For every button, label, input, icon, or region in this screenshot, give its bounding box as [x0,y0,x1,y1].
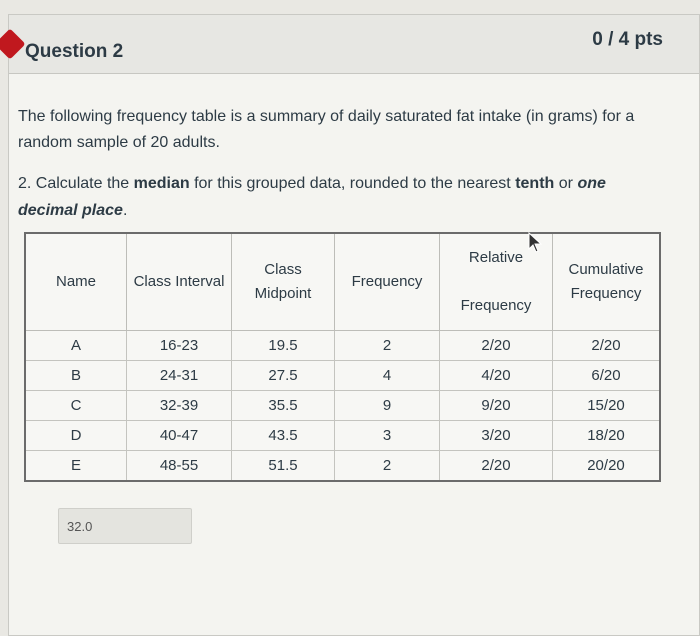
table-row [25,391,660,421]
cell-interval: 32-39 [127,391,232,421]
cell-relative: 4/20 [440,361,553,391]
mouse-pointer-icon [525,232,543,254]
cell-frequency: 3 [335,421,440,451]
cell-name: B [25,361,127,391]
cell-name: A [25,331,127,361]
table-row [25,451,660,482]
cell-relative: 2/20 [440,451,553,482]
cell-name: C [25,391,127,421]
cell-midpoint: 35.5 [232,391,335,421]
table-row [25,361,660,391]
cell-midpoint: 19.5 [232,331,335,361]
table-row [25,421,660,451]
cell-frequency: 9 [335,391,440,421]
cell-cumulative: 15/20 [553,391,661,421]
answer-field[interactable]: 32.0 [58,508,192,544]
frequency-table [24,232,661,482]
cell-relative: 9/20 [440,391,553,421]
cell-interval: 40-47 [127,421,232,451]
cell-cumulative: 2/20 [553,331,661,361]
part-text-or: or [554,175,578,192]
header-cumulative-frequency: Cumulative Frequency [553,233,661,331]
cell-midpoint: 43.5 [232,421,335,451]
points-label: 0 / 4 pts [592,29,663,50]
part-bold-decimal: one decimal place [18,175,606,219]
part-text-mid: for this grouped data, rounded to the nearest [189,175,516,192]
cell-relative: 3/20 [440,421,553,451]
question-header [9,15,699,74]
cell-name: E [25,451,127,482]
table-row [25,331,660,361]
cell-cumulative: 6/20 [553,361,661,391]
header-class-interval: Class Interval [127,233,232,331]
question-part [18,170,658,224]
cell-name: D [25,421,127,451]
header-name: Name [25,233,127,331]
question-prompt: The following frequency table is a summary of daily saturated fat intake (in grams) for a random sample of 20 adults. [18,108,635,151]
part-text-pre: 2. Calculate the [18,175,134,192]
cell-midpoint: 51.5 [232,451,335,482]
cell-interval: 48-55 [127,451,232,482]
part-bold-tenth: tenth [515,175,555,192]
part-bold-median: median [133,175,190,192]
cell-interval: 16-23 [127,331,232,361]
cell-cumulative: 18/20 [553,421,661,451]
cell-midpoint: 27.5 [232,361,335,391]
cell-cumulative: 20/20 [553,451,661,482]
header-frequency: Frequency [335,233,440,331]
cell-frequency: 2 [335,331,440,361]
table-header-row [25,233,660,331]
question-title: Question 2 [25,41,124,62]
header-class-midpoint: Class Midpoint [232,233,335,331]
cell-relative: 2/20 [440,331,553,361]
part-text-end: . [122,202,128,219]
cell-frequency: 2 [335,451,440,482]
incorrect-marker-icon [0,28,26,59]
cell-frequency: 4 [335,361,440,391]
cell-interval: 24-31 [127,361,232,391]
header-relative-frequency: Relative Frequency [440,233,553,331]
